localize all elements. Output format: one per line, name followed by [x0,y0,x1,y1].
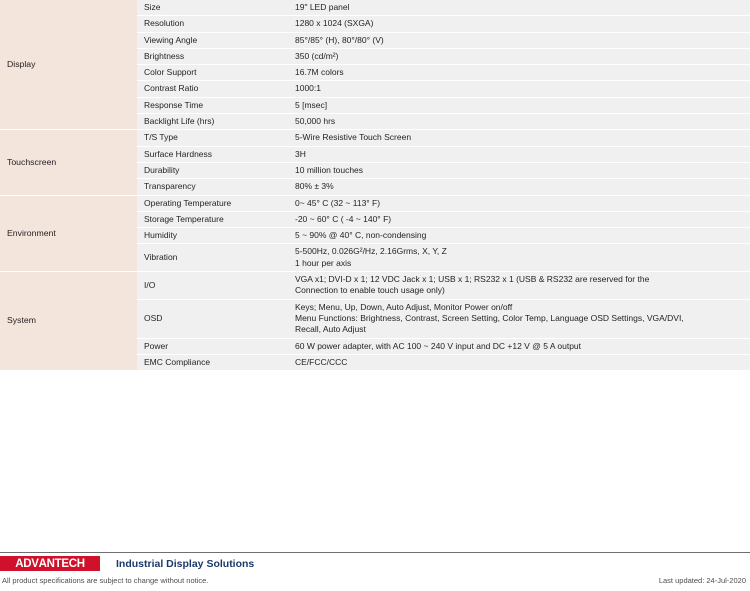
group-label-touchscreen [0,130,137,195]
group-name: Environment [7,227,56,238]
row-value: -20 ~ 60° C ( -4 ~ 140° F) [289,211,750,227]
row-label: Humidity [137,228,289,244]
row-label: Contrast Ratio [137,81,289,97]
row-label: Brightness [137,48,289,64]
row-label: Backlight Life (hrs) [137,114,289,130]
logo-divider [100,556,110,571]
row-label: Size [137,0,289,16]
row-value: 5 ~ 90% @ 40° C, non-condensing [289,228,750,244]
table-row [0,130,750,146]
row-value: 80% ± 3% [289,179,750,195]
row-label: Vibration [137,244,289,272]
row-label: Resolution [137,16,289,32]
table-row [0,195,750,211]
group-label-system [0,272,137,371]
row-value: Keys; Menu, Up, Down, Auto Adjust, Monitor Power on/off Menu Functions: Brightness, Contrast, Screen Setting, Color Temp, Language OSD Settings, VGA/DVI, Recall, Auto Adjust [289,299,750,338]
row-value: VGA x1; DVI-D x 1; 12 VDC Jack x 1; USB x 1; RS232 x 1 (USB & RS232 are reserved for the Connection to enable touch usage only) [289,272,750,300]
group-name: Touchscreen [7,156,57,167]
row-value: 50,000 hrs [289,114,750,130]
row-value: 19" LED panel [289,0,750,16]
row-label: I/O [137,272,289,300]
footer-brand-band [0,556,750,571]
chevron-a-icon: A [38,557,47,570]
row-value: 5 [msec] [289,97,750,113]
row-value: 0~ 45° C (32 ~ 113° F) [289,195,750,211]
row-value: 1000:1 [289,81,750,97]
advantech-logo [0,556,100,571]
row-value: 16.7M colors [289,65,750,81]
row-value: 85°/85° (H), 80°/80° (V) [289,32,750,48]
row-label: Durability [137,162,289,178]
row-value: 5-Wire Resistive Touch Screen [289,130,750,146]
row-label: OSD [137,299,289,338]
row-label: T/S Type [137,130,289,146]
row-label: Viewing Angle [137,32,289,48]
row-label: Operating Temperature [137,195,289,211]
row-value: 350 (cd/m²) [289,48,750,64]
row-value: 60 W power adapter, with AC 100 ~ 240 V input and DC +12 V @ 5 A output [289,338,750,354]
row-label: Response Time [137,97,289,113]
table-row [0,272,750,300]
row-label: Storage Temperature [137,211,289,227]
footer-divider [0,552,750,553]
row-value: 3H [289,146,750,162]
row-label: Surface Hardness [137,146,289,162]
group-label-display [0,0,137,130]
footer-tagline: Industrial Display Solutions [116,557,255,570]
row-label: Transparency [137,179,289,195]
row-value: 5-500Hz, 0.026G²/Hz, 2.16Grms, X, Y, Z 1 hour per axis [289,244,750,272]
table-row [0,0,750,16]
row-value: 10 million touches [289,162,750,178]
footer-disclaimer: All product specifications are subject to change without notice. [2,576,209,585]
row-label: Power [137,338,289,354]
group-name: Display [7,58,36,69]
row-label: Color Support [137,65,289,81]
row-value: CE/FCC/CCC [289,354,750,370]
group-label-environment [0,195,137,271]
logo-wordmark: ADVANTECH [15,557,85,570]
footer-last-updated: Last updated: 24-Jul-2020 [658,576,746,585]
row-label: EMC Compliance [137,354,289,370]
row-value: 1280 x 1024 (SXGA) [289,16,750,32]
group-name: System [7,315,36,326]
